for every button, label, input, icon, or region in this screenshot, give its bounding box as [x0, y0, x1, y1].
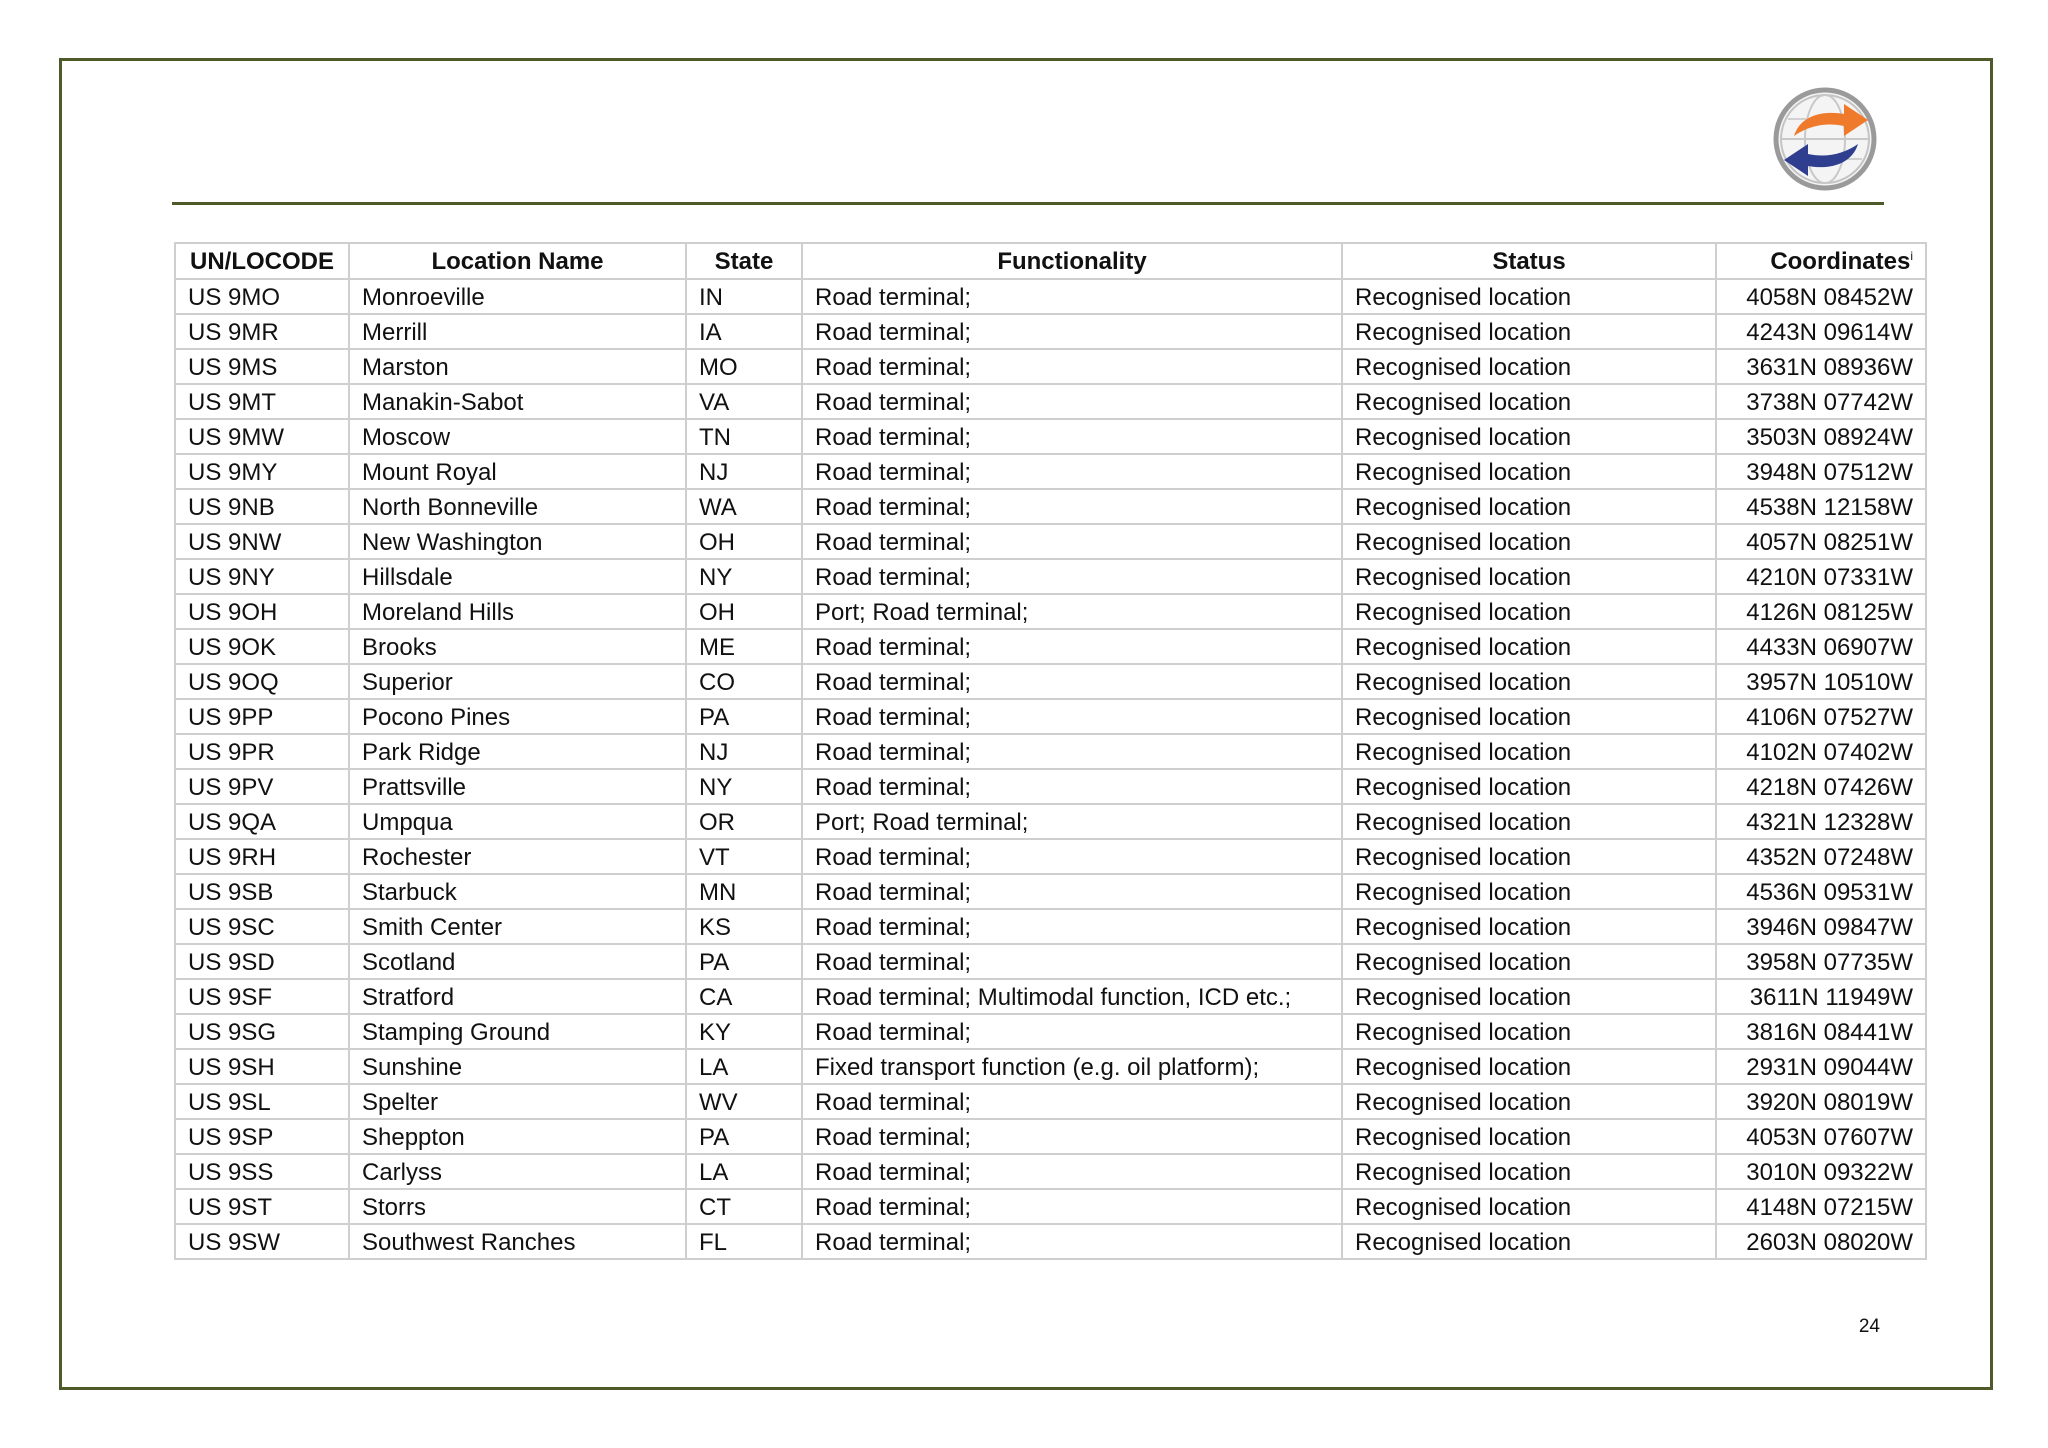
- cell-coordinates: 4126N 08125W: [1716, 594, 1926, 629]
- cell-location-name: Umpqua: [349, 804, 686, 839]
- table-row: [175, 944, 1926, 979]
- header-coordinates: [1716, 243, 1926, 279]
- cell-status: Recognised location: [1342, 489, 1716, 524]
- cell-unlocode: US 9OQ: [175, 664, 349, 699]
- cell-status: Recognised location: [1342, 594, 1716, 629]
- cell-unlocode: US 9PR: [175, 734, 349, 769]
- cell-state: FL: [686, 1224, 802, 1259]
- cell-state: NY: [686, 559, 802, 594]
- table-row: [175, 1014, 1926, 1049]
- cell-coordinates: 2603N 08020W: [1716, 1224, 1926, 1259]
- cell-functionality: Road terminal;: [802, 874, 1342, 909]
- table-row: [175, 804, 1926, 839]
- table-row: [175, 769, 1926, 804]
- cell-location-name: Manakin-Sabot: [349, 384, 686, 419]
- cell-functionality: Road terminal;: [802, 1014, 1342, 1049]
- cell-unlocode: US 9NW: [175, 524, 349, 559]
- cell-coordinates: 3816N 08441W: [1716, 1014, 1926, 1049]
- cell-state: TN: [686, 419, 802, 454]
- cell-status: Recognised location: [1342, 944, 1716, 979]
- cell-location-name: Superior: [349, 664, 686, 699]
- cell-state: CO: [686, 664, 802, 699]
- locode-table: [174, 242, 1927, 1260]
- cell-unlocode: US 9SG: [175, 1014, 349, 1049]
- table-row: [175, 279, 1926, 314]
- cell-state: PA: [686, 1119, 802, 1154]
- cell-location-name: Moreland Hills: [349, 594, 686, 629]
- table-row: [175, 559, 1926, 594]
- cell-state: NJ: [686, 454, 802, 489]
- cell-location-name: Stratford: [349, 979, 686, 1014]
- cell-coordinates: 3946N 09847W: [1716, 909, 1926, 944]
- cell-unlocode: US 9MO: [175, 279, 349, 314]
- cell-unlocode: US 9SL: [175, 1084, 349, 1119]
- cell-coordinates: 3631N 08936W: [1716, 349, 1926, 384]
- table-row: [175, 314, 1926, 349]
- page-number: 24: [1858, 1316, 1880, 1337]
- cell-status: Recognised location: [1342, 1119, 1716, 1154]
- cell-state: OR: [686, 804, 802, 839]
- cell-location-name: Mount Royal: [349, 454, 686, 489]
- cell-state: KS: [686, 909, 802, 944]
- cell-state: MN: [686, 874, 802, 909]
- cell-functionality: Road terminal;: [802, 314, 1342, 349]
- cell-unlocode: US 9SC: [175, 909, 349, 944]
- cell-state: LA: [686, 1154, 802, 1189]
- cell-functionality: Road terminal;: [802, 489, 1342, 524]
- cell-location-name: Pocono Pines: [349, 699, 686, 734]
- cell-unlocode: US 9OH: [175, 594, 349, 629]
- cell-coordinates: 4058N 08452W: [1716, 279, 1926, 314]
- cell-state: NY: [686, 769, 802, 804]
- cell-location-name: Stamping Ground: [349, 1014, 686, 1049]
- cell-functionality: Road terminal;: [802, 454, 1342, 489]
- table-row: [175, 384, 1926, 419]
- header-rule: [172, 202, 1884, 205]
- table-row: [175, 349, 1926, 384]
- cell-functionality: Port; Road terminal;: [802, 594, 1342, 629]
- cell-coordinates: 4243N 09614W: [1716, 314, 1926, 349]
- cell-unlocode: US 9RH: [175, 839, 349, 874]
- cell-coordinates: 4057N 08251W: [1716, 524, 1926, 559]
- table-row: [175, 979, 1926, 1014]
- cell-coordinates: 4210N 07331W: [1716, 559, 1926, 594]
- cell-location-name: Prattsville: [349, 769, 686, 804]
- cell-functionality: Road terminal;: [802, 909, 1342, 944]
- cell-coordinates: 2931N 09044W: [1716, 1049, 1926, 1084]
- cell-coordinates: 4352N 07248W: [1716, 839, 1926, 874]
- table-row: [175, 489, 1926, 524]
- table-row: [175, 874, 1926, 909]
- table-row: [175, 909, 1926, 944]
- cell-unlocode: US 9PP: [175, 699, 349, 734]
- cell-unlocode: US 9MW: [175, 419, 349, 454]
- cell-functionality: Road terminal;: [802, 384, 1342, 419]
- table-row: [175, 1119, 1926, 1154]
- cell-status: Recognised location: [1342, 909, 1716, 944]
- cell-state: KY: [686, 1014, 802, 1049]
- cell-status: Recognised location: [1342, 804, 1716, 839]
- cell-status: Recognised location: [1342, 629, 1716, 664]
- cell-location-name: Starbuck: [349, 874, 686, 909]
- cell-state: OH: [686, 524, 802, 559]
- cell-functionality: Road terminal;: [802, 699, 1342, 734]
- table-row: [175, 419, 1926, 454]
- cell-coordinates: 3503N 08924W: [1716, 419, 1926, 454]
- cell-unlocode: US 9SB: [175, 874, 349, 909]
- table-row: [175, 839, 1926, 874]
- cell-status: Recognised location: [1342, 1154, 1716, 1189]
- cell-state: WV: [686, 1084, 802, 1119]
- cell-status: Recognised location: [1342, 559, 1716, 594]
- table-row: [175, 664, 1926, 699]
- cell-functionality: Road terminal;: [802, 839, 1342, 874]
- cell-coordinates: 4538N 12158W: [1716, 489, 1926, 524]
- cell-coordinates: 3948N 07512W: [1716, 454, 1926, 489]
- cell-status: Recognised location: [1342, 384, 1716, 419]
- cell-location-name: Smith Center: [349, 909, 686, 944]
- cell-location-name: Hillsdale: [349, 559, 686, 594]
- cell-functionality: Road terminal;: [802, 664, 1342, 699]
- table-row: [175, 734, 1926, 769]
- cell-state: ME: [686, 629, 802, 664]
- cell-state: CA: [686, 979, 802, 1014]
- cell-location-name: Moscow: [349, 419, 686, 454]
- cell-unlocode: US 9NB: [175, 489, 349, 524]
- cell-status: Recognised location: [1342, 419, 1716, 454]
- header-functionality: Functionality: [802, 243, 1342, 279]
- cell-location-name: Southwest Ranches: [349, 1224, 686, 1259]
- cell-functionality: Road terminal;: [802, 629, 1342, 664]
- table-header-row: [175, 243, 1926, 279]
- table-body: [175, 279, 1926, 1259]
- header-location-name: Location Name: [349, 243, 686, 279]
- cell-coordinates: 4102N 07402W: [1716, 734, 1926, 769]
- cell-unlocode: US 9SD: [175, 944, 349, 979]
- cell-status: Recognised location: [1342, 734, 1716, 769]
- cell-unlocode: US 9SH: [175, 1049, 349, 1084]
- cell-functionality: Road terminal;: [802, 944, 1342, 979]
- cell-unlocode: US 9PV: [175, 769, 349, 804]
- cell-location-name: Storrs: [349, 1189, 686, 1224]
- table-row: [175, 699, 1926, 734]
- cell-status: Recognised location: [1342, 1049, 1716, 1084]
- cell-status: Recognised location: [1342, 314, 1716, 349]
- cell-unlocode: US 9MT: [175, 384, 349, 419]
- table-row: [175, 1084, 1926, 1119]
- cell-coordinates: 3611N 11949W: [1716, 979, 1926, 1014]
- cell-state: IA: [686, 314, 802, 349]
- cell-coordinates: 4218N 07426W: [1716, 769, 1926, 804]
- header-state: State: [686, 243, 802, 279]
- cell-functionality: Road terminal;: [802, 524, 1342, 559]
- cell-functionality: Road terminal;: [802, 1084, 1342, 1119]
- cell-location-name: Rochester: [349, 839, 686, 874]
- cell-functionality: Road terminal;: [802, 1119, 1342, 1154]
- cell-location-name: Marston: [349, 349, 686, 384]
- table-row: [175, 1224, 1926, 1259]
- header-coordinates-label: Coordinates: [1770, 248, 1911, 275]
- cell-functionality: Road terminal;: [802, 1189, 1342, 1224]
- cell-status: Recognised location: [1342, 454, 1716, 489]
- cell-unlocode: US 9SW: [175, 1224, 349, 1259]
- cell-location-name: Sunshine: [349, 1049, 686, 1084]
- cell-state: VA: [686, 384, 802, 419]
- header-unlocode: UN/LOCODE: [175, 243, 349, 279]
- cell-location-name: Park Ridge: [349, 734, 686, 769]
- cell-functionality: Road terminal;: [802, 769, 1342, 804]
- cell-unlocode: US 9SF: [175, 979, 349, 1014]
- cell-unlocode: US 9MY: [175, 454, 349, 489]
- cell-state: NJ: [686, 734, 802, 769]
- cell-status: Recognised location: [1342, 839, 1716, 874]
- cell-functionality: Road terminal;: [802, 1154, 1342, 1189]
- cell-unlocode: US 9NY: [175, 559, 349, 594]
- table-row: [175, 454, 1926, 489]
- cell-functionality: Road terminal; Multimodal function, ICD etc.;: [802, 979, 1342, 1014]
- cell-coordinates: 3958N 07735W: [1716, 944, 1926, 979]
- cell-coordinates: 4106N 07527W: [1716, 699, 1926, 734]
- cell-functionality: Road terminal;: [802, 1224, 1342, 1259]
- cell-location-name: Merrill: [349, 314, 686, 349]
- cell-coordinates: 3738N 07742W: [1716, 384, 1926, 419]
- cell-unlocode: US 9SS: [175, 1154, 349, 1189]
- cell-location-name: North Bonneville: [349, 489, 686, 524]
- cell-unlocode: US 9QA: [175, 804, 349, 839]
- table-row: [175, 594, 1926, 629]
- cell-unlocode: US 9SP: [175, 1119, 349, 1154]
- cell-status: Recognised location: [1342, 699, 1716, 734]
- cell-location-name: Sheppton: [349, 1119, 686, 1154]
- cell-status: Recognised location: [1342, 664, 1716, 699]
- cell-status: Recognised location: [1342, 1084, 1716, 1119]
- cell-location-name: Spelter: [349, 1084, 686, 1119]
- cell-state: VT: [686, 839, 802, 874]
- cell-functionality: Road terminal;: [802, 734, 1342, 769]
- cell-functionality: Fixed transport function (e.g. oil platform);: [802, 1049, 1342, 1084]
- cell-status: Recognised location: [1342, 1224, 1716, 1259]
- cell-location-name: New Washington: [349, 524, 686, 559]
- cell-unlocode: US 9OK: [175, 629, 349, 664]
- table-row: [175, 1049, 1926, 1084]
- cell-coordinates: 3957N 10510W: [1716, 664, 1926, 699]
- cell-state: IN: [686, 279, 802, 314]
- cell-unlocode: US 9MR: [175, 314, 349, 349]
- cell-location-name: Scotland: [349, 944, 686, 979]
- cell-coordinates: 4433N 06907W: [1716, 629, 1926, 664]
- cell-status: Recognised location: [1342, 349, 1716, 384]
- cell-coordinates: 4148N 07215W: [1716, 1189, 1926, 1224]
- cell-status: Recognised location: [1342, 1014, 1716, 1049]
- cell-functionality: Road terminal;: [802, 419, 1342, 454]
- cell-unlocode: US 9MS: [175, 349, 349, 384]
- globe-arrows-icon: [1772, 86, 1878, 192]
- header-status: Status: [1342, 243, 1716, 279]
- cell-location-name: Carlyss: [349, 1154, 686, 1189]
- cell-state: MO: [686, 349, 802, 384]
- cell-functionality: Road terminal;: [802, 279, 1342, 314]
- cell-functionality: Road terminal;: [802, 559, 1342, 594]
- cell-status: Recognised location: [1342, 769, 1716, 804]
- cell-coordinates: 4321N 12328W: [1716, 804, 1926, 839]
- coordinates-footnote-marker: i: [1910, 249, 1913, 263]
- cell-status: Recognised location: [1342, 524, 1716, 559]
- table-row: [175, 1154, 1926, 1189]
- cell-status: Recognised location: [1342, 874, 1716, 909]
- cell-coordinates: 3010N 09322W: [1716, 1154, 1926, 1189]
- cell-status: Recognised location: [1342, 279, 1716, 314]
- cell-coordinates: 4053N 07607W: [1716, 1119, 1926, 1154]
- cell-location-name: Brooks: [349, 629, 686, 664]
- cell-state: PA: [686, 944, 802, 979]
- cell-status: Recognised location: [1342, 1189, 1716, 1224]
- cell-state: OH: [686, 594, 802, 629]
- table-row: [175, 629, 1926, 664]
- cell-state: CT: [686, 1189, 802, 1224]
- cell-functionality: Port; Road terminal;: [802, 804, 1342, 839]
- cell-state: PA: [686, 699, 802, 734]
- cell-location-name: Monroeville: [349, 279, 686, 314]
- cell-coordinates: 4536N 09531W: [1716, 874, 1926, 909]
- cell-state: WA: [686, 489, 802, 524]
- cell-coordinates: 3920N 08019W: [1716, 1084, 1926, 1119]
- cell-functionality: Road terminal;: [802, 349, 1342, 384]
- cell-status: Recognised location: [1342, 979, 1716, 1014]
- table-row: [175, 524, 1926, 559]
- cell-unlocode: US 9ST: [175, 1189, 349, 1224]
- cell-state: LA: [686, 1049, 802, 1084]
- table-row: [175, 1189, 1926, 1224]
